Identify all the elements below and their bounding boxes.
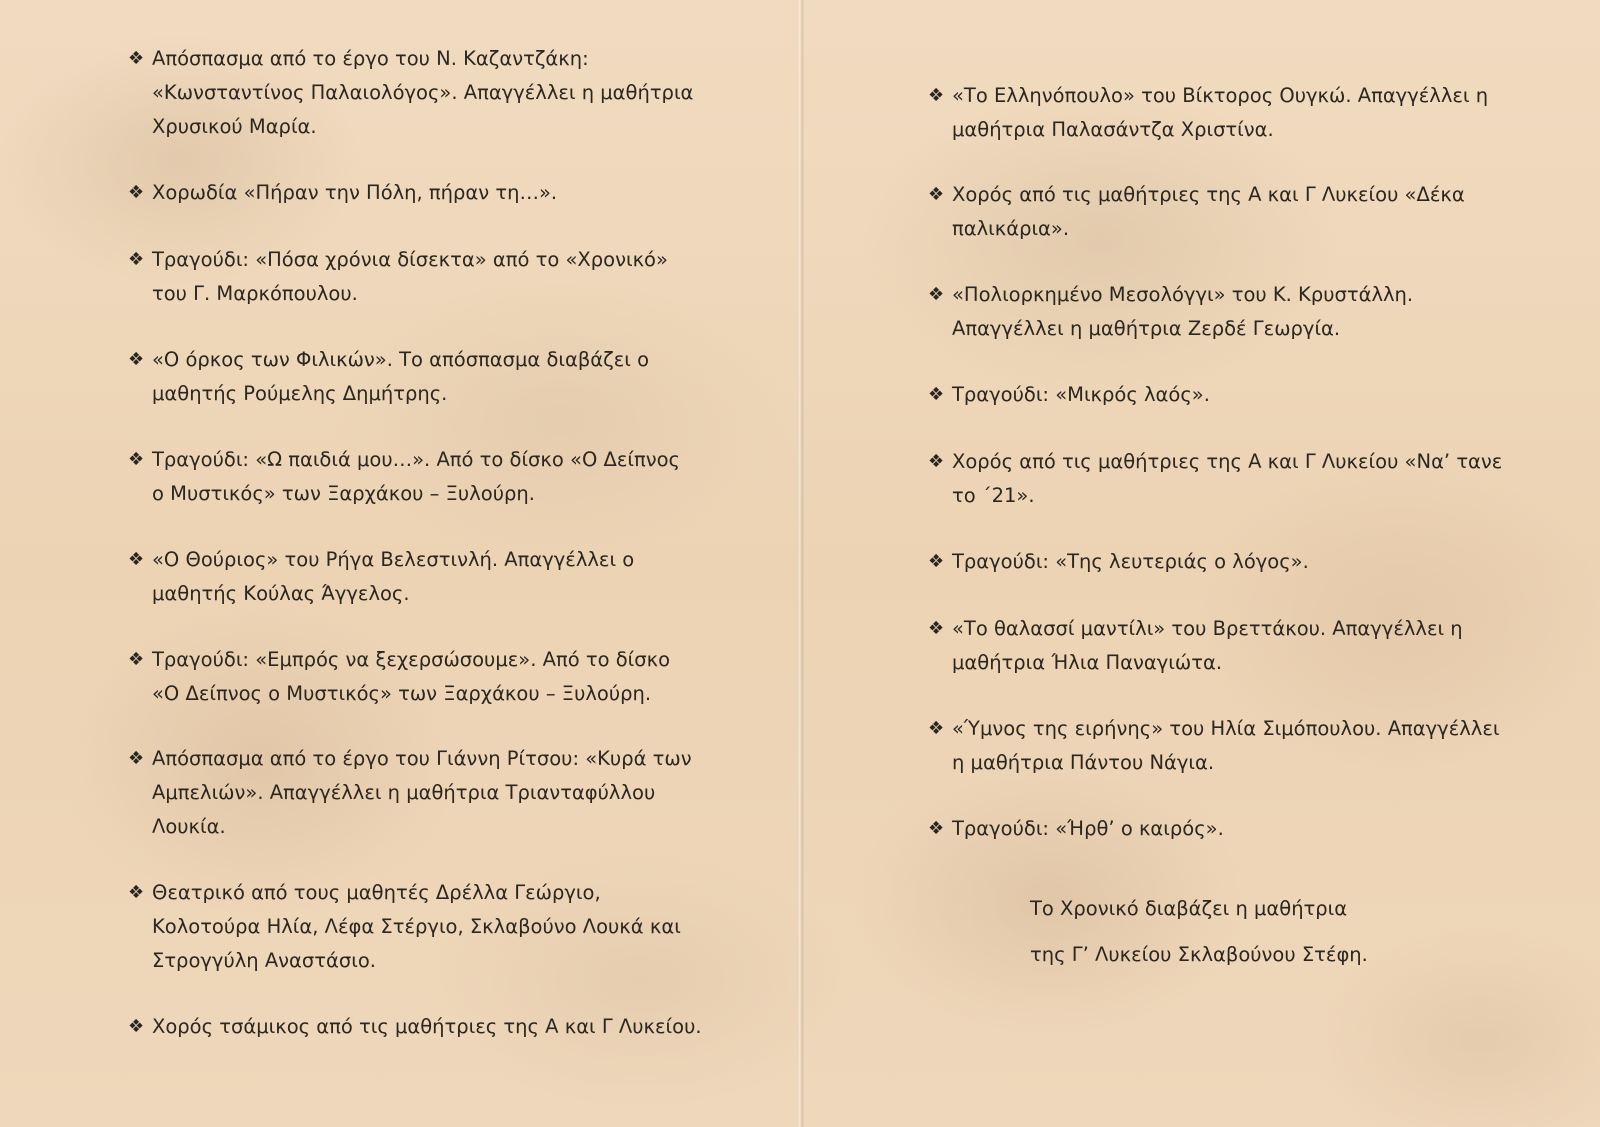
left-program-item <box>128 543 635 611</box>
item-line: το ΄21». <box>952 484 1035 507</box>
left-program-item <box>128 742 692 844</box>
item-line: Χρυσικού Μαρία. <box>152 115 317 138</box>
item-line: «Κωνσταντίνος Παλαιολόγος». Απαγγέλλει η μαθήτρια <box>152 81 694 104</box>
right-program-item <box>928 545 1309 579</box>
diamond-bullet-icon: ❖ <box>928 384 945 405</box>
item-line: «Ύμνος της ειρήνης» του Ηλία Σιμόπουλου. Απαγγέλλει <box>952 717 1500 740</box>
item-line: Χορωδία «Πήραν την Πόλη, πήραν τη…». <box>152 181 558 204</box>
left-program-item <box>128 243 668 311</box>
right-program-item <box>928 79 1489 147</box>
item-line: μαθήτρια Παλασάντζα Χριστίνα. <box>952 118 1274 141</box>
right-program-item <box>928 178 1465 246</box>
diamond-bullet-icon: ❖ <box>128 882 145 903</box>
item-line: Χορός από τις μαθήτριες της Α και Γ Λυκείου «Να’ τανε <box>952 450 1503 473</box>
left-program-item <box>128 343 650 411</box>
diamond-bullet-icon: ❖ <box>928 451 945 472</box>
right-program-item <box>928 612 1463 680</box>
item-line: Χορός από τις μαθήτριες της Α και Γ Λυκείου «Δέκα <box>952 183 1465 206</box>
left-program-item <box>128 443 680 511</box>
item-line: Λουκία. <box>152 815 226 838</box>
item-line: ο Μυστικός» των Ξαρχάκου – Ξυλούρη. <box>152 482 535 505</box>
item-line: παλικάρια». <box>952 217 1070 240</box>
item-line: «Το Ελληνόπουλο» του Βίκτορος Ουγκώ. Απαγγέλλει η <box>952 84 1489 107</box>
item-line: η μαθήτρια Πάντου Νάγια. <box>952 751 1215 774</box>
item-line: «Ο όρκος των Φιλικών». Το απόσπασμα διαβάζει ο <box>152 348 650 371</box>
diamond-bullet-icon: ❖ <box>928 184 945 205</box>
closing-note-2 <box>1030 938 1368 972</box>
item-line: Απόσπασμα από το έργο του Ν. Καζαντζάκη: <box>152 47 589 70</box>
diamond-bullet-icon: ❖ <box>928 284 945 305</box>
page-fold <box>797 0 805 1127</box>
diamond-bullet-icon: ❖ <box>928 85 945 106</box>
item-line: Τραγούδι: «Ήρθ’ ο καιρός». <box>952 817 1224 840</box>
diamond-bullet-icon: ❖ <box>128 48 145 69</box>
item-line: Απόσπασμα από το έργο του Γιάννη Ρίτσου: «Κυρά των <box>152 747 692 770</box>
item-line: Κολοτούρα Ηλία, Λέφα Στέργιο, Σκλαβούνο Λουκά και <box>152 915 681 938</box>
closing-line-1: Το Χρονικό διαβάζει η μαθήτρια <box>1030 897 1348 920</box>
left-program-item <box>128 876 681 978</box>
item-line: Τραγούδι: «Μικρός λαός». <box>952 383 1210 406</box>
item-line: Τραγούδι: «Της λευτεριάς ο λόγος». <box>952 550 1309 573</box>
right-program-item <box>928 445 1503 513</box>
diamond-bullet-icon: ❖ <box>928 818 945 839</box>
item-line: Τραγούδι: «Ω παιδιά μου…». Από το δίσκο «Ο Δείπνος <box>152 448 680 471</box>
diamond-bullet-icon: ❖ <box>128 748 145 769</box>
diamond-bullet-icon: ❖ <box>128 549 145 570</box>
closing-note <box>1030 892 1347 926</box>
closing-line-2: της Γ’ Λυκείου Σκλαβούνου Στέφη. <box>1030 943 1368 966</box>
diamond-bullet-icon: ❖ <box>128 1016 145 1037</box>
left-program-item <box>128 42 694 144</box>
item-line: «Πολιορκημένο Μεσολόγγι» του Κ. Κρυστάλλη. <box>952 283 1414 306</box>
diamond-bullet-icon: ❖ <box>928 618 945 639</box>
diamond-bullet-icon: ❖ <box>128 449 145 470</box>
item-line: «Ο Θούριος» του Ρήγα Βελεστινλή. Απαγγέλλει ο <box>152 548 635 571</box>
item-line: Τραγούδι: «Εμπρός να ξεχερσώσουμε». Από το δίσκο <box>152 648 671 671</box>
diamond-bullet-icon: ❖ <box>928 718 945 739</box>
item-line: «Ο Δείπνος ο Μυστικός» των Ξαρχάκου – Ξυλούρη. <box>152 682 652 705</box>
item-line: Στρογγύλη Αναστάσιο. <box>152 949 376 972</box>
left-page <box>0 0 797 1127</box>
left-program-item <box>128 1010 702 1044</box>
item-line: Θεατρικό από τους μαθητές Δρέλλα Γεώργιο, <box>152 881 601 904</box>
item-line: Απαγγέλλει η μαθήτρια Ζερδέ Γεωργία. <box>952 317 1341 340</box>
right-program-item <box>928 812 1224 846</box>
diamond-bullet-icon: ❖ <box>128 182 145 203</box>
diamond-bullet-icon: ❖ <box>928 551 945 572</box>
right-program-item <box>928 712 1500 780</box>
left-program-item <box>128 176 558 210</box>
item-line: μαθητής Ρούμελης Δημήτρης. <box>152 382 448 405</box>
item-line: Τραγούδι: «Πόσα χρόνια δίσεκτα» από το «Χρονικό» <box>152 248 668 271</box>
item-line: του Γ. Μαρκόπουλου. <box>152 282 358 305</box>
diamond-bullet-icon: ❖ <box>128 649 145 670</box>
item-line: Αμπελιών». Απαγγέλλει η μαθήτρια Τριανταφύλλου <box>152 781 656 804</box>
item-line: μαθητής Κούλας Άγγελος. <box>152 582 410 605</box>
right-program-item <box>928 378 1210 412</box>
item-line: Χορός τσάμικος από τις μαθήτριες της Α και Γ Λυκείου. <box>152 1015 702 1038</box>
item-line: μαθήτρια Ήλια Παναγιώτα. <box>952 651 1223 674</box>
diamond-bullet-icon: ❖ <box>128 249 145 270</box>
right-program-item <box>928 278 1414 346</box>
left-program-item <box>128 643 671 711</box>
item-line: «Το θαλασσί μαντίλι» του Βρεττάκου. Απαγγέλλει η <box>952 617 1463 640</box>
diamond-bullet-icon: ❖ <box>128 349 145 370</box>
